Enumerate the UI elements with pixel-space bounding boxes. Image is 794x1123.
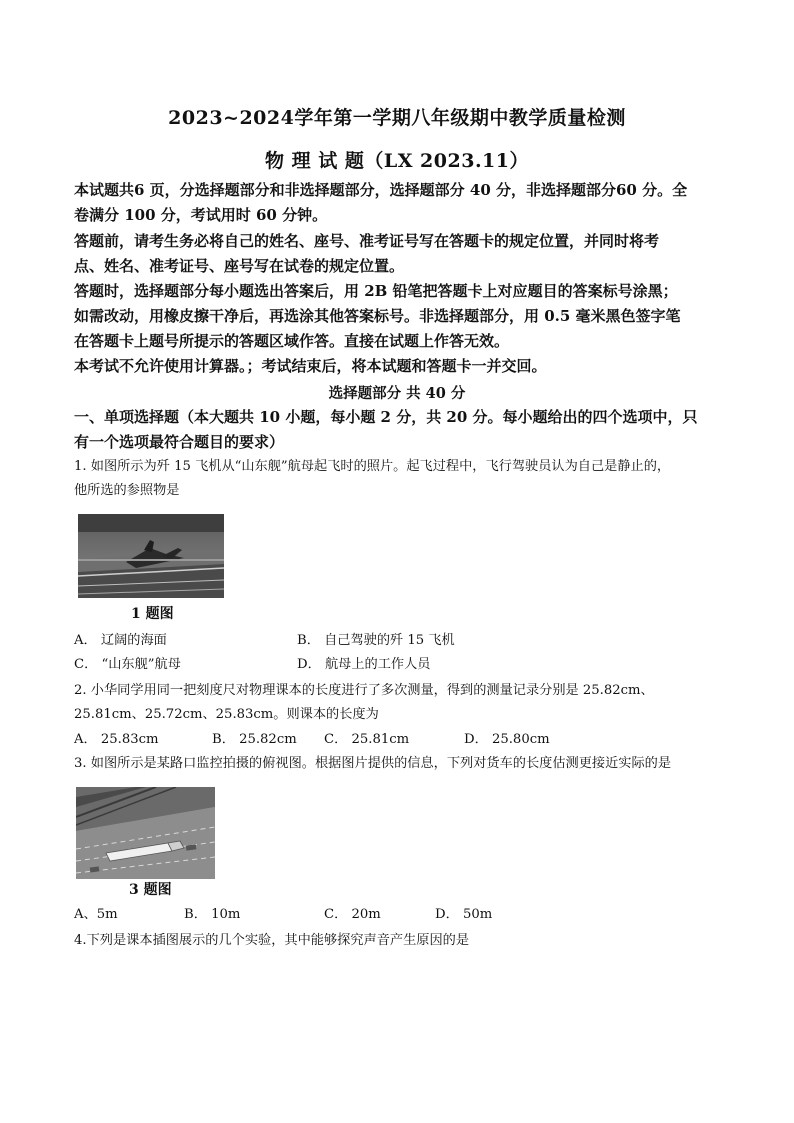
instruction-line: 本试题共6 页，分选择题部分和非选择题部分，选择题部分 40 分，非选择题部分60 分。全 [74,181,688,199]
jet-photo-image [78,514,224,598]
section-heading: 一、单项选择题（本大题共 10 小题，每小题 2 分，共 20 分。每小题给出的四个选项中，只 [74,408,698,426]
instruction-line: 如需改动，用橡皮擦干净后，再选涂其他答案标号。非选择题部分，用 0.5 毫米黑色签字笔 [74,307,681,325]
instruction-line: 在答题卡上题号所提示的答题区域作答。直接在试题上作答无效。 [74,332,510,350]
question-4-text: 4.下列是课本插图展示的几个实验，其中能够探究声音产生原因的是 [74,933,470,948]
question-3-option-a[interactable]: A、5m [74,907,118,922]
question-2-option-c[interactable]: C． 25.81cm [324,732,410,747]
exam-subtitle: 物 理 试 题（LX 2023.11） [265,150,529,172]
instruction-line: 答题前，请考生务必将自己的姓名、座号、准考证号写在答题卡的规定位置，并同时将考 [74,232,660,250]
instruction-line: 卷满分 100 分，考试用时 60 分钟。 [74,206,328,224]
jet-carrier-photo [78,514,224,598]
question-3-text: 3. 如图所示是某路口监控拍摄的俯视图。根据图片提供的信息，下列对货车的长度估测更接近实际的是 [74,756,672,771]
road-camera-photo [76,787,215,879]
question-2-text: 2. 小华同学用同一把刻度尺对物理课本的长度进行了多次测量，得到的测量记录分别是 25.82cm、 [74,683,654,698]
question-1-option-d[interactable]: D． 航母上的工作人员 [297,657,431,672]
exam-title: 2023~2024学年第一学期八年级期中教学质量检测 [168,107,626,129]
question-2-option-b[interactable]: B． 25.82cm [212,732,297,747]
instruction-line: 本考试不允许使用计算器。；考试结束后，将本试题和答题卡一并交回。 [74,357,547,375]
road-photo-image [76,787,215,879]
question-1-option-a[interactable]: A． 辽阔的海面 [74,633,167,648]
section-heading: 有一个选项最符合题目的要求） [74,433,285,451]
question-3-option-b[interactable]: B． 10m [184,907,241,922]
section-title: 选择题部分 共 40 分 [328,385,466,402]
instruction-line: 点、姓名、准考证号、座号写在试卷的规定位置。 [74,257,405,275]
question-1-option-b[interactable]: B． 自己驾驶的歼 15 飞机 [297,633,455,648]
question-3-option-c[interactable]: C． 20m [324,907,381,922]
instruction-line: 答题时，选择题部分每小题选出答案后，用 2B 铅笔把答题卡上对应题目的答案标号涂黑； [74,282,678,300]
question-1-caption: 1 题图 [131,606,174,622]
question-2-option-a[interactable]: A． 25.83cm [74,732,159,747]
question-3-option-d[interactable]: D． 50m [435,907,493,922]
question-1-text: 1. 如图所示为歼 15 飞机从“山东舰”航母起飞时的照片。起飞过程中，飞行驾驶员认为自己是静止的， [74,459,671,474]
question-3-caption: 3 题图 [129,882,172,898]
question-2-text: 25.81cm、25.72cm、25.83cm。则课本的长度为 [74,707,379,722]
question-1-text: 他所选的参照物是 [74,483,180,498]
question-2-option-d[interactable]: D． 25.80cm [464,732,550,747]
question-1-option-c[interactable]: C． “山东舰”航母 [74,657,181,672]
